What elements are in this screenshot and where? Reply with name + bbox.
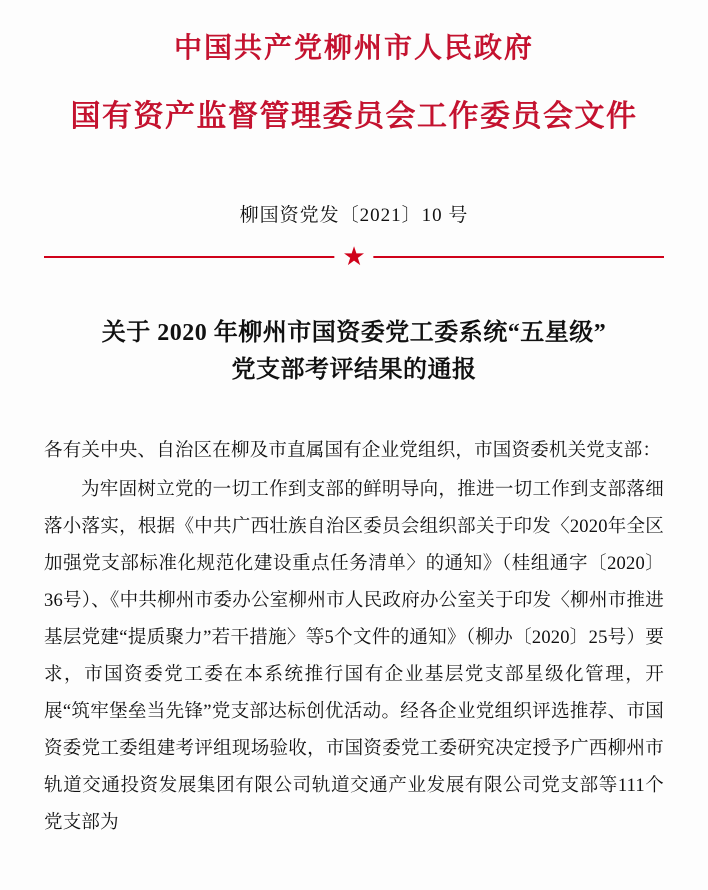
document-body bbox=[44, 433, 664, 842]
document-number: 柳国资党发〔2021〕10 号 bbox=[239, 204, 469, 226]
red-star-icon: ★ bbox=[334, 246, 373, 268]
body-paragraph-salutation: 各有关中央、自治区在柳及市直属国有企业党组织，市国资委机关党支部： bbox=[44, 441, 662, 462]
body-paragraph-1: 为牢固树立党的一切工作到支部的鲜明导向，推进一切工作到支部落细落小落实，根据《中共广西壮族自治区委员会组织部关于印发〈2020年全区加强党支部标准化规范化建设重点任务清单〉的通知》（桂组通字〔2020〕36号）、《中共柳州市委办公室柳州市人民政府办公室关于印发〈柳州市推进基层党建“提质聚力”若干措施〉等5个文件的通知》（柳办〔2020〕25号）要求，市国资委党工委在本系统推行国有企业基层党支部星级化管理，开展“筑牢堡垒当先锋”党支部达标创优活动。经各企业党组织评选推荐、市国资委党工委组建考评组现场验收，市国资委党工委研究决定授予广西柳州市轨道交通投资发展集团有限公司轨道交通产业发展有限公司党支部等111个党支部为 bbox=[44, 480, 664, 834]
red-divider bbox=[44, 241, 664, 271]
masthead-line-2: 国有资产监督管理委员会工作委员会文件 bbox=[70, 99, 638, 133]
document-masthead bbox=[44, 0, 664, 138]
document-title-line-2: 党支部考评结果的通报 bbox=[231, 356, 477, 383]
document-title-line-1: 关于 2020 年柳州市国资委党工委系统“五星级” bbox=[101, 319, 607, 346]
document-title bbox=[44, 315, 664, 389]
masthead-line-1: 中国共产党柳州市人民政府 bbox=[173, 33, 534, 64]
